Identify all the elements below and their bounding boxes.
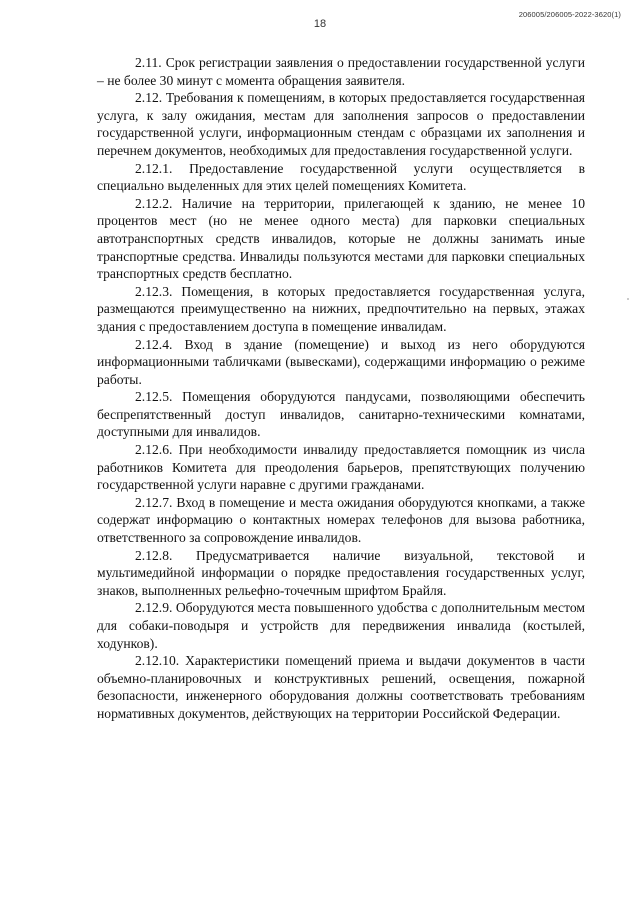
paragraph-2-11: 2.11. Срок регистрации заявления о предоставлении государственной услуги – не более 30 минут с момента обращения заявителя.	[97, 55, 585, 88]
document-body	[97, 54, 585, 723]
page-number: 18	[313, 18, 327, 30]
paragraph-2-12-4: 2.12.4. Вход в здание (помещение) и выход из него оборудуются информационными табличками (вывесками), содержащими информацию о режиме работы.	[97, 336, 585, 387]
paragraph-2-12-2: 2.12.2. Наличие на территории, прилегающей к зданию, не менее 10 процентов мест (но не менее одного места) для парковки специальных автотранспортных средств инвалидов, которые не должны занимать иные транспортные средства. Инвалиды пользуются местами для парковки специальных транспортных средств бесплатно.	[97, 195, 585, 282]
paragraph-2-12-10: 2.12.10. Характеристики помещений приема и выдачи документов в части объемно-планировочных и конструктивных решений, освещения, пожарной безопасности, инженерного оборудования должны соответствовать требованиям нормативных документов, действующих на территории Российской Федерации.	[97, 653, 585, 721]
paragraph-2-12-9: 2.12.9. Оборудуются места повышенного удобства с дополнительным местом для собаки-поводыря и устройств для передвижения инвалида (костылей, ходунков).	[97, 600, 585, 651]
scan-artifact	[627, 298, 629, 300]
paragraph-2-12-6: 2.12.6. При необходимости инвалиду предоставляется помощник из числа работников Комитета для преодоления барьеров, препятствующих получению государственной услуги наравне с другими гражданами.	[97, 442, 585, 493]
paragraph-2-12-5: 2.12.5. Помещения оборудуются пандусами, позволяющими обеспечить беспрепятственный доступ инвалидов, санитарно-техническими комнатами, доступными для инвалидов.	[97, 389, 585, 440]
paragraph-2-12-1: 2.12.1. Предоставление государственной услуги осуществляется в специально выделенных для этих целей помещениях Комитета.	[97, 160, 585, 194]
paragraph-2-12-3: 2.12.3. Помещения, в которых предоставляется государственная услуга, размещаются преимущественно на нижних, предпочтительно на первых, этажах здания с предоставлением доступа в помещение инвалидам.	[97, 283, 585, 334]
document-code: 206005/206005-2022-3620(1)	[518, 10, 621, 19]
paragraph-2-12: 2.12. Требования к помещениям, в которых предоставляется государственная услуга, к залу ожидания, местам для заполнения запросов о предоставлении государственной услуги, информационным стендам с образцами их заполнения и перечнем документов, необходимых для предоставления государственной услуги.	[97, 90, 585, 158]
paragraph-2-12-8: 2.12.8. Предусматривается наличие визуальной, текстовой и мультимедийной информации о порядке предоставления государственных услуг, знаков, выполненных рельефно-точечным шрифтом Брайля.	[97, 547, 585, 598]
paragraph-2-12-7: 2.12.7. Вход в помещение и места ожидания оборудуются кнопками, а также содержат информацию о контактных номерах телефонов для вызова работника, ответственного за сопровождение инвалидов.	[97, 494, 585, 546]
